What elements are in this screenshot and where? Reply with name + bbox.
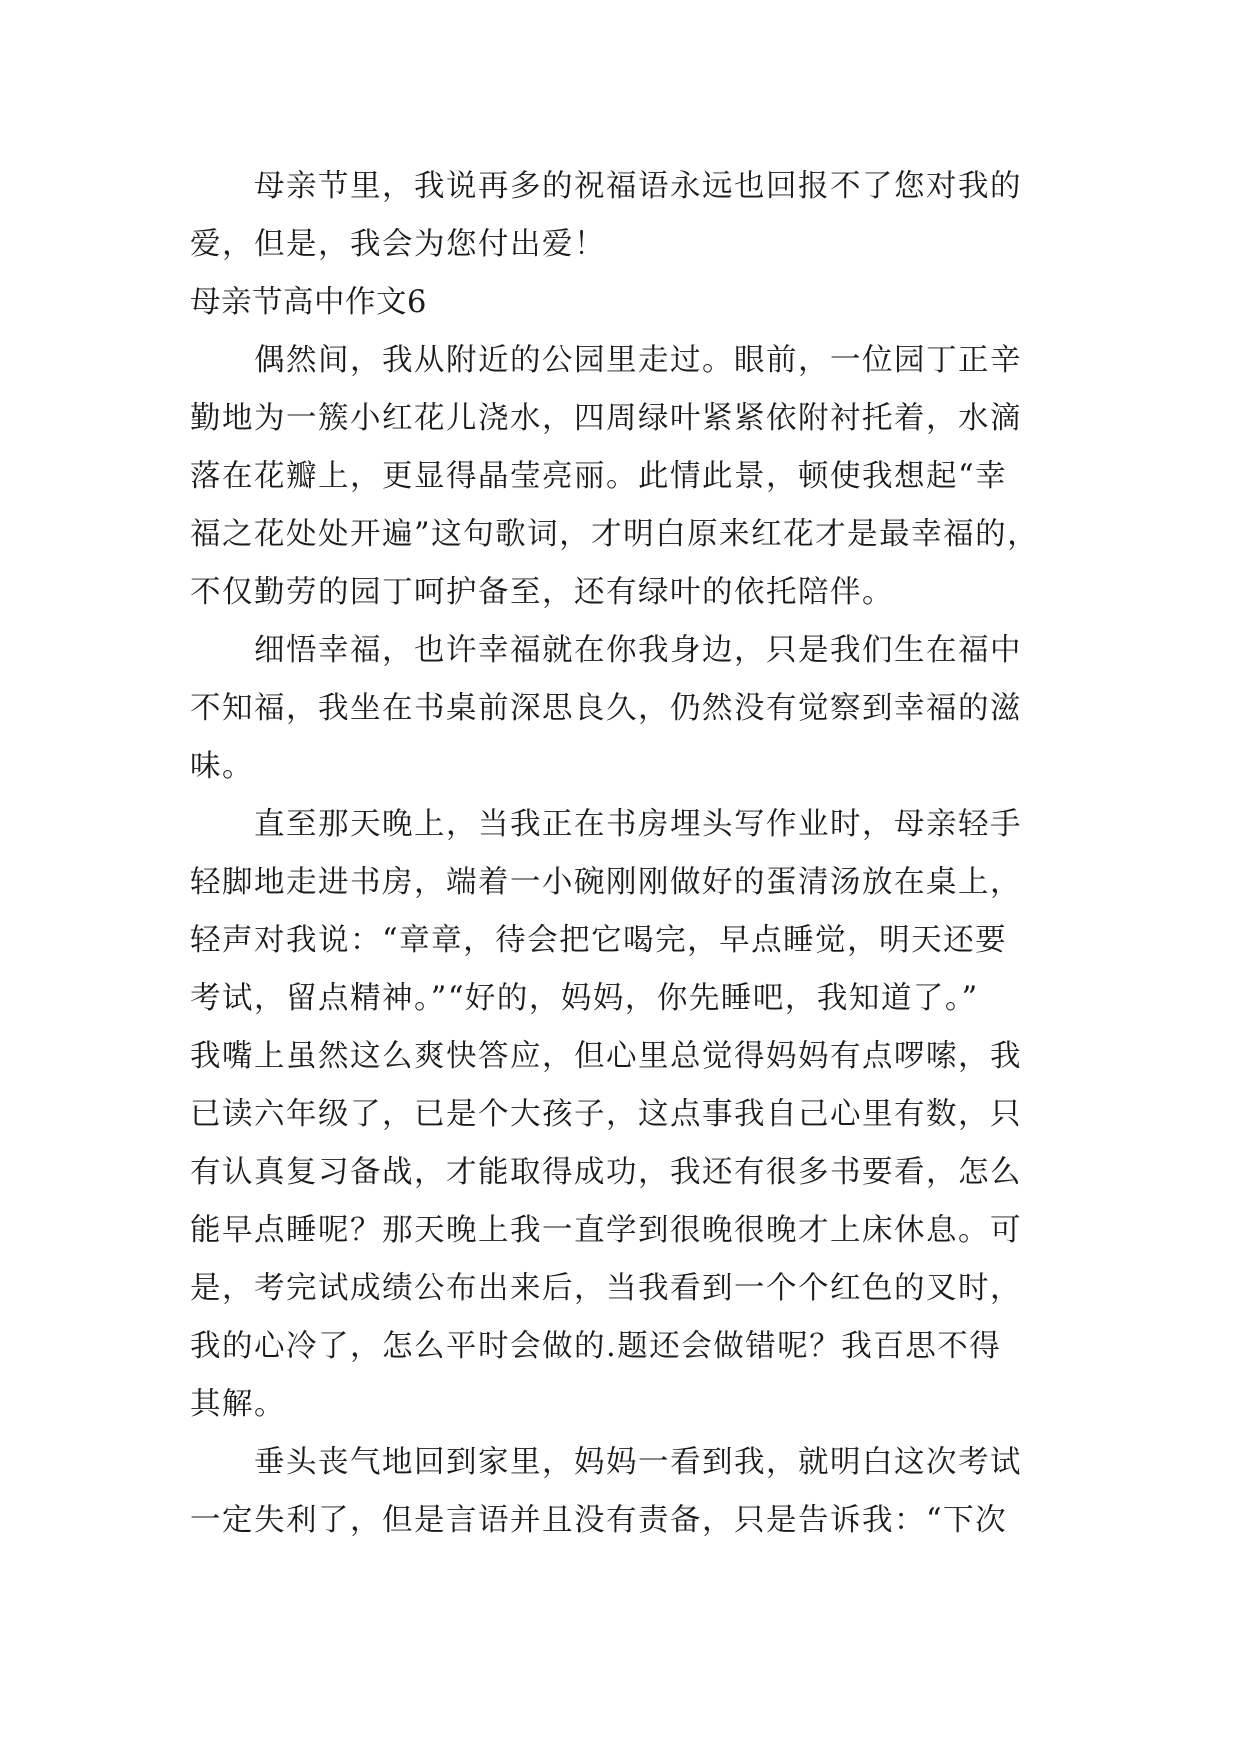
paragraph-line: 轻脚地走进书房，端着一小碗刚刚做好的蛋清汤放在桌上， bbox=[190, 865, 1022, 900]
paragraph-line: 能早点睡呢？那天晚上我一直学到很晚很晚才上床休息。可 bbox=[190, 1213, 1022, 1248]
paragraph-line: 垂头丧气地回到家里，妈妈一看到我，就明白这次考试 bbox=[254, 1445, 1022, 1480]
paragraph-line: 轻声对我说：“章章，待会把它喝完，早点睡觉，明天还要 bbox=[190, 923, 1008, 958]
paragraph-2 bbox=[190, 622, 1052, 796]
paragraph-line: 其解。 bbox=[190, 1387, 286, 1422]
paragraph-line: 有认真复习备战，才能取得成功，我还有很多书要看，怎么 bbox=[190, 1155, 1022, 1190]
paragraph-line: 偶然间，我从附近的公园里走过。眼前，一位园丁正辛 bbox=[254, 343, 1022, 378]
paragraph-line: 母亲节里，我说再多的祝福语永远也回报不了您对我的 bbox=[254, 169, 1022, 204]
paragraph-line: 落在花瓣上，更显得晶莹亮丽。此情此景，顿使我想起“幸 bbox=[190, 459, 1008, 494]
paragraph-line: 已读六年级了，已是个大孩子，这点事我自己心里有数，只 bbox=[190, 1097, 1022, 1132]
paragraph-line: 直至那天晚上，当我正在书房埋头写作业时，母亲轻手 bbox=[254, 807, 1022, 842]
document-body bbox=[190, 158, 1052, 1550]
paragraph-line: 我嘴上虽然这么爽快答应，但心里总觉得妈妈有点啰嗦，我 bbox=[190, 1039, 1022, 1074]
paragraph-4 bbox=[190, 1434, 1052, 1550]
paragraph-1 bbox=[190, 332, 1052, 622]
paragraph-line: 细悟幸福，也许幸福就在你我身边，只是我们生在福中 bbox=[254, 633, 1022, 668]
paragraph-line: 我的心冷了，怎么平时会做的.题还会做错呢？我百思不得 bbox=[190, 1329, 1002, 1364]
intro-paragraph bbox=[190, 158, 1052, 274]
paragraph-line: 考试，留点精神。”“好的，妈妈，你先睡吧，我知道了。” bbox=[190, 981, 979, 1016]
paragraph-line: 一定失利了，但是言语并且没有责备，只是告诉我：“下次 bbox=[190, 1503, 1008, 1538]
paragraph-line: 福之花处处开遍”这句歌词，才明白原来红花才是最幸福的， bbox=[190, 517, 1040, 552]
paragraph-line: 爱，但是，我会为您付出爱！ bbox=[190, 227, 606, 262]
paragraph-line: 是，考完试成绩公布出来后，当我看到一个个红色的叉时， bbox=[190, 1271, 1022, 1306]
paragraph-3 bbox=[190, 796, 1052, 1434]
paragraph-line: 勤地为一簇小红花儿浇水，四周绿叶紧紧依附衬托着，水滴 bbox=[190, 401, 1022, 436]
section-heading: 母亲节高中作文6 bbox=[190, 285, 427, 320]
paragraph-line: 不知福，我坐在书桌前深思良久，仍然没有觉察到幸福的滋 bbox=[190, 691, 1022, 726]
paragraph-line: 味。 bbox=[190, 749, 254, 784]
paragraph-line: 不仅勤劳的园丁呵护备至，还有绿叶的依托陪伴。 bbox=[190, 575, 894, 610]
